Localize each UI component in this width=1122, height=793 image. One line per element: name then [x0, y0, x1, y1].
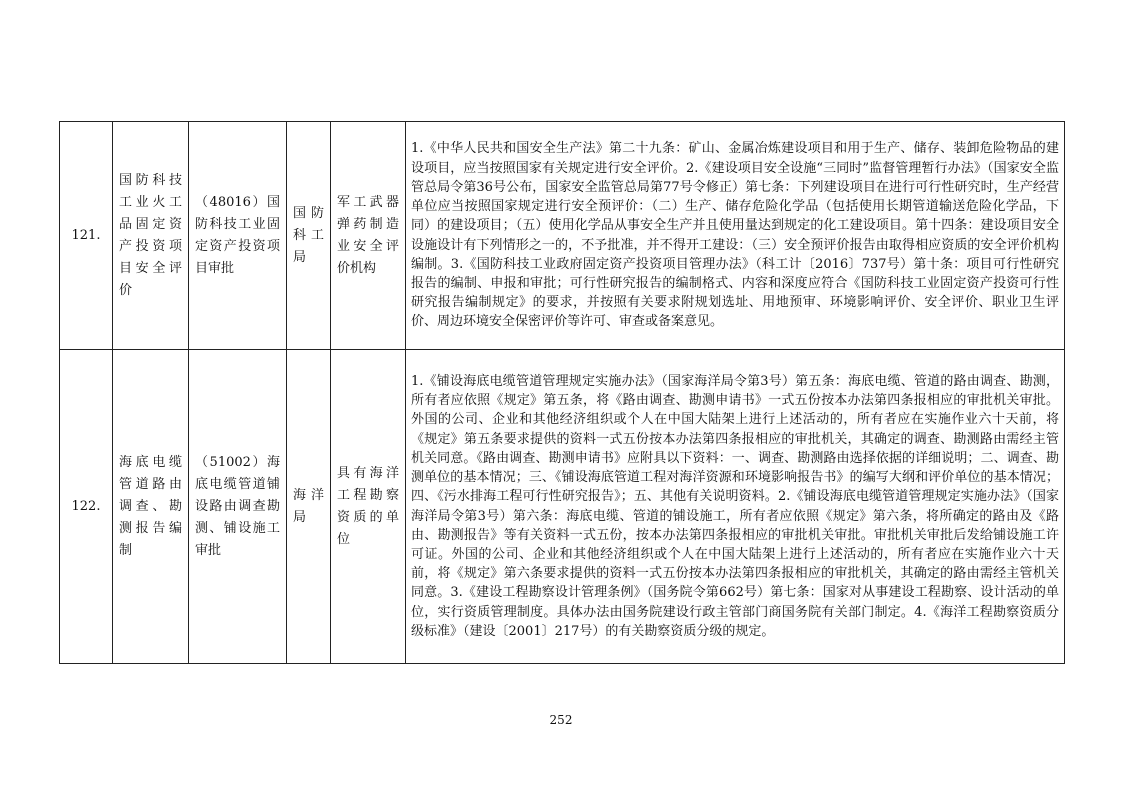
qualification-requirement-cell: 具有海洋工程勘察资质的单位	[331, 350, 406, 664]
item-name-cell: 国防科技工业火工品固定资产投资项目安全评价	[113, 122, 189, 350]
legal-basis-cell: 1.《铺设海底电缆管道管理规定实施办法》（国家海洋局令第3号）第五条：海底电缆、管道的路由调查、勘测，所有者应依照《规定》第五条，将《路由调查、勘测申请书》一式五份按本办法第四条报相应的审批机关审批。外国的公司、企业和其他经济组织或个人在中国大陆架上进行上述活动的，所有者应在实施作业六十天前，将《规定》第五条要求提供的资料一式五份按本办法第四条报相应的审批机关，其确定的调查、勘测路由需经主管机关同意。《路由调查、勘测申请书》应附具以下资料：一、调查、勘测路由选择依据的详细说明；二、调查、勘测单位的基本情况；三、《铺设海底管道工程对海洋资源和环境影响报告书》的编写大纲和评价单位的基本情况；四、《污水排海工程可行性研究报告》；五、其他有关说明资料。2.《铺设海底电缆管道管理规定实施办法》（国家海洋局令第3号）第六条：海底电缆、管道的铺设施工，所有者应依照《规定》第六条，将所确定的路由及《路由、勘测报告》等有关资料一式五份，按本办法第四条报相应的审批机关审批。审批机关审批后发给铺设施工许可证。外国的公司、企业和其他经济组织或个人在中国大陆架上进行上述活动的，所有者应在实施作业六十天前，将《规定》第六条要求提供的资料一式五份按本办法第四条报相应的审批机关，其确定的路由需经主管机关同意。3.《建设工程勘察设计管理条例》（国务院令第662号）第七条：国家对从事建设工程勘察、设计活动的单位，实行资质管理制度。具体办法由国务院建设行政主管部门商国务院有关部门制定。4.《海洋工程勘察资质分级标准》（建设〔2001〕217号）的有关勘察资质分级的规定。	[406, 350, 1065, 664]
row-number: 122.	[60, 350, 113, 664]
item-name-cell: 海底电缆管道路由调查、勘测报告编制	[113, 350, 189, 664]
legal-basis-cell: 1.《中华人民共和国安全生产法》第二十九条：矿山、金属冶炼建设项目和用于生产、储存、装卸危险物品的建设项目，应当按照国家有关规定进行安全评价。2.《建设项目安全设施“三同时”监督管理暂行办法》（国家安全监管总局令第36号公布，国家安全监管总局第77号令修正）第七条：下列建设项目在进行可行性研究时，生产经营单位应当按照国家规定进行安全预评价：（二）生产、储存危险化学品（包括使用长期管道输送危险化学品，下同）的建设项目；（五）使用化学品从事安全生产并且使用量达到规定的化工建设项目。第十四条：建设项目安全设施设计有下列情形之一的，不予批准，并不得开工建设：（三）安全预评价报告由取得相应资质的安全评价机构编制。3.《国防科技工业政府固定资产投资项目管理办法》（科工计〔2016〕737号）第十条：项目可行性研究报告的编制、申报和审批；可行性研究报告的编制格式、内容和深度应符合《国防科技工业固定资产投资可行性研究报告编制规定》的要求，并按照有关要求附规划选址、用地预审、环境影响评价、安全评价、职业卫生评价、周边环境安全保密评价等许可、审查或备案意见。	[406, 122, 1065, 350]
table-row	[60, 350, 1065, 664]
department-cell: 海洋局	[287, 350, 331, 664]
qualification-requirement-cell: 军工武器弹药制造业安全评价机构	[331, 122, 406, 350]
row-number: 121.	[60, 122, 113, 350]
regulation-table	[59, 121, 1065, 664]
page-number: 252	[549, 713, 573, 727]
department-cell: 国防科工局	[287, 122, 331, 350]
approval-item-cell: （48016）国防科技工业固定资产投资项目审批	[189, 122, 287, 350]
approval-item-cell: （51002）海底电缆管道铺设路由调查勘测、铺设施工审批	[189, 350, 287, 664]
table-row	[60, 122, 1065, 350]
